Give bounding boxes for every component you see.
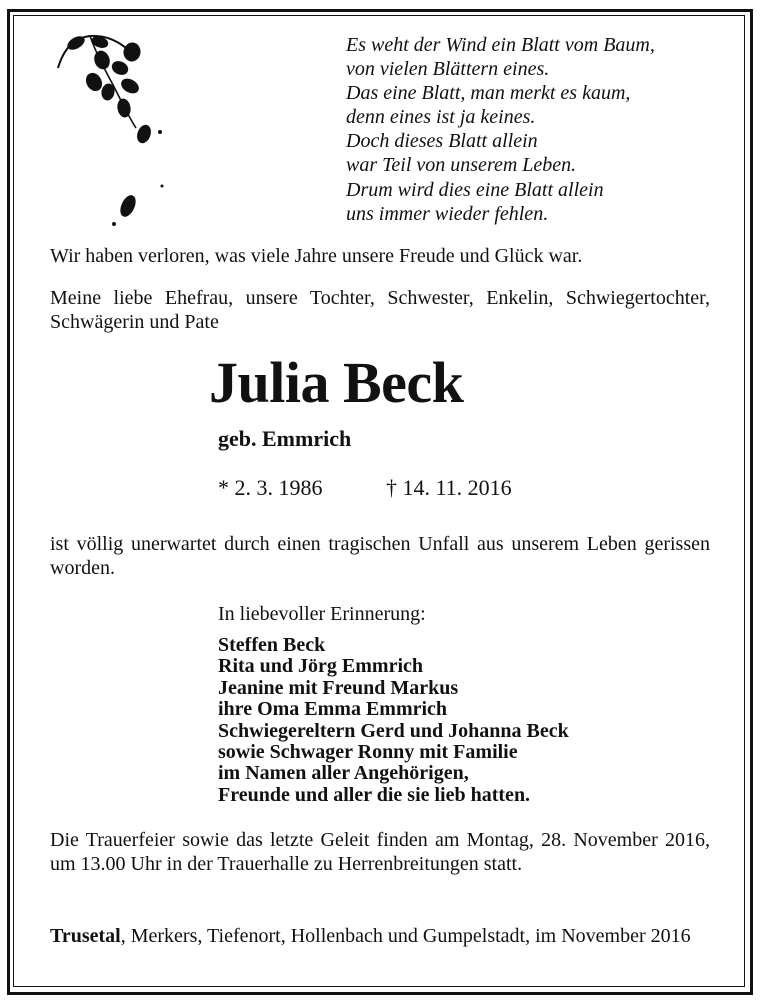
- poem-line: war Teil von unserem Leben.: [346, 154, 577, 177]
- memory-block: [218, 604, 569, 806]
- mourner: ihre Oma Emma Emmrich: [218, 698, 448, 721]
- mourners-list: [218, 635, 569, 806]
- mourner: Rita und Jörg Emmrich: [218, 655, 423, 678]
- closing-rest: , Merkers, Tiefenort, Hollenbach und Gumpelstadt, im November 2016: [120, 925, 691, 947]
- circumstance-text: ist völlig unerwartet durch einen tragischen Unfall aus unserem Leben gerissen worden.: [50, 533, 710, 579]
- mourner: Schwiegereltern Gerd und Johanna Beck: [218, 719, 569, 742]
- memory-intro: In liebevoller Erinnerung:: [218, 603, 426, 625]
- relations-text: Meine liebe Ehefrau, unsere Tochter, Schwester, Enkelin, Schwiegertochter, Schwägerin und Pate: [50, 287, 710, 333]
- poem-line: Das eine Blatt, man merkt es kaum,: [346, 82, 631, 105]
- maiden-name: geb. Emmrich: [218, 426, 352, 451]
- closing-text: [50, 924, 710, 948]
- death-date: † 14. 11. 2016: [386, 475, 512, 500]
- poem-line: Es weht der Wind ein Blatt vom Baum,: [346, 34, 655, 56]
- poem: [346, 33, 655, 226]
- poem-line: uns immer wieder fehlen.: [346, 202, 549, 225]
- life-dates: [218, 475, 512, 501]
- birth-date: * 2. 3. 1986: [218, 475, 323, 500]
- intro-line: Wir haben verloren, was viele Jahre unsere Freude und Glück war.: [50, 245, 583, 267]
- mourner: sowie Schwager Ronny mit Familie: [218, 741, 518, 764]
- mourner: im Namen aller Angehörigen,: [218, 762, 469, 785]
- closing-town: Trusetal: [50, 925, 121, 947]
- funeral-text: Die Trauerfeier sowie das letzte Geleit finden am Montag, 28. November 2016, um 13.00 Uhr in der Trauerhalle zu Herrenbreitungen statt.: [50, 829, 710, 875]
- poem-line: Doch dieses Blatt allein: [346, 130, 538, 153]
- mourner: Steffen Beck: [218, 634, 326, 656]
- mourner: Jeanine mit Freund Markus: [218, 676, 459, 699]
- poem-line: von vielen Blättern eines.: [346, 58, 550, 81]
- deceased-name: Julia Beck: [209, 350, 464, 415]
- falling-leaves-icon: [54, 28, 174, 238]
- poem-line: Drum wird dies eine Blatt allein: [346, 178, 604, 201]
- mourner: Freunde und aller die sie lieb hatten.: [218, 783, 531, 806]
- poem-line: denn eines ist ja keines.: [346, 106, 536, 129]
